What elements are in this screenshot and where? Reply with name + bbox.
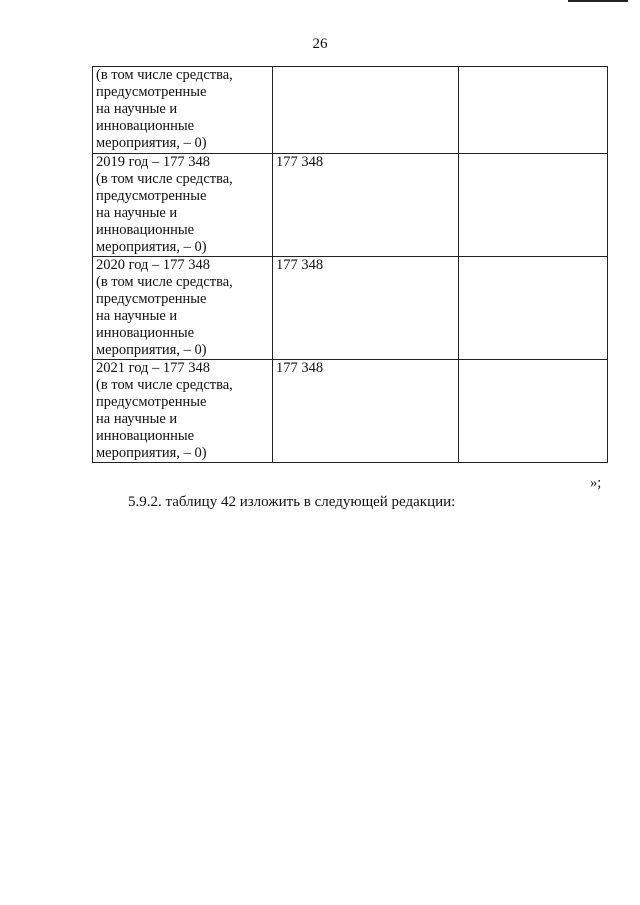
table-cell-extra bbox=[459, 360, 608, 463]
cell-line: инновационные bbox=[96, 222, 195, 238]
table-cell-amount: 177 348 bbox=[273, 257, 459, 360]
cell-line: 2020 год – 177 348 bbox=[96, 257, 211, 273]
cell-line: на научные и bbox=[96, 101, 178, 117]
table-row bbox=[93, 67, 608, 154]
cell-line: инновационные bbox=[96, 428, 195, 444]
cell-line: мероприятия, – 0) bbox=[96, 445, 207, 461]
table-cell-description bbox=[93, 360, 273, 463]
page-number: 26 bbox=[312, 36, 328, 52]
table-cell-extra bbox=[459, 67, 608, 154]
cell-line: (в том числе средства, bbox=[96, 377, 233, 393]
cell-line: 2019 год – 177 348 bbox=[96, 154, 211, 170]
funding-table bbox=[92, 66, 608, 463]
cell-line: предусмотренные bbox=[96, 84, 207, 100]
table-row bbox=[93, 257, 608, 360]
cell-line: предусмотренные bbox=[96, 188, 207, 204]
cell-line: (в том числе средства, bbox=[96, 274, 233, 290]
cell-line: инновационные bbox=[96, 118, 195, 134]
table-cell-amount bbox=[273, 67, 459, 154]
table-cell-description bbox=[93, 154, 273, 257]
cell-line: на научные и bbox=[96, 205, 178, 221]
amendment-paragraph: 5.9.2. таблицу 42 изложить в следующей редакции: bbox=[128, 494, 456, 510]
cell-line: мероприятия, – 0) bbox=[96, 342, 207, 358]
table-cell-extra bbox=[459, 154, 608, 257]
cell-line: (в том числе средства, bbox=[96, 67, 233, 83]
table-row bbox=[93, 360, 608, 463]
table-row bbox=[93, 154, 608, 257]
cell-line: 2021 год – 177 348 bbox=[96, 360, 211, 376]
cell-line: предусмотренные bbox=[96, 394, 207, 410]
cell-line: на научные и bbox=[96, 308, 178, 324]
cell-line: инновационные bbox=[96, 325, 195, 341]
cell-line: (в том числе средства, bbox=[96, 171, 233, 187]
closing-quote: »; bbox=[590, 475, 602, 491]
corner-mark bbox=[568, 0, 628, 2]
table-cell-description bbox=[93, 67, 273, 154]
cell-line: мероприятия, – 0) bbox=[96, 135, 207, 151]
table-cell-amount: 177 348 bbox=[273, 360, 459, 463]
table-cell-extra bbox=[459, 257, 608, 360]
cell-line: на научные и bbox=[96, 411, 178, 427]
table-cell-description bbox=[93, 257, 273, 360]
cell-line: предусмотренные bbox=[96, 291, 207, 307]
table-cell-amount: 177 348 bbox=[273, 154, 459, 257]
cell-line: мероприятия, – 0) bbox=[96, 239, 207, 255]
